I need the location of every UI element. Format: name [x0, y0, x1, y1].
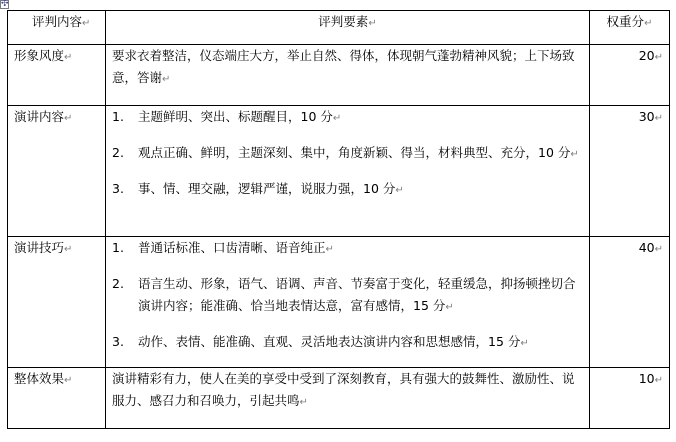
- paragraph-mark: ↵: [644, 18, 653, 29]
- paragraph-mark: ↵: [299, 397, 308, 408]
- list-item: 1. 主题鲜明、突出、标题醒目，10 分↵: [112, 109, 342, 124]
- criteria-list: [112, 237, 583, 355]
- list-item: 2. 语言生动、形象，语气、语调、声音、节奏富于变化，轻重缓急，抑扬顿挫切合演讲内容；能准确、恰当地表情达意，富有感情，15 分↵: [112, 276, 576, 313]
- paragraph-mark: ↵: [64, 113, 73, 124]
- criteria-list: [112, 106, 583, 202]
- row-weight: 10↵: [590, 368, 670, 429]
- paragraph-mark: ↵: [64, 52, 73, 63]
- paragraph-mark: ↵: [368, 18, 377, 29]
- row-weight: 40↵: [590, 237, 670, 368]
- row-weight: 20↵: [590, 45, 670, 106]
- row-category: 整体效果↵: [8, 368, 106, 429]
- paragraph-mark: ↵: [520, 338, 529, 349]
- paragraph-mark: ↵: [654, 52, 663, 63]
- header-row: [8, 11, 670, 45]
- row-category: 演讲技巧↵: [8, 237, 106, 368]
- header-content: 评判内容↵: [8, 11, 106, 45]
- paragraph-mark: ↵: [654, 113, 663, 124]
- header-weight: 权重分↵: [590, 11, 670, 45]
- paragraph-mark: ↵: [162, 74, 171, 85]
- row-criteria: 要求衣着整洁，仪态端庄大方，举止自然、得体，体现朝气蓬勃精神风貌；上下场致意，答谢↵: [106, 45, 590, 106]
- table-row: [8, 368, 670, 429]
- table-row: [8, 106, 670, 237]
- row-criteria: [106, 106, 590, 237]
- paragraph-mark: ↵: [332, 113, 342, 124]
- list-item: 3. 动作、表情、能准确、直观、灵活地表达演讲内容和思想感情，15 分↵: [112, 334, 529, 349]
- paragraph-mark: ↵: [64, 375, 73, 386]
- paragraph-mark: ↵: [654, 375, 663, 386]
- paragraph-mark: ↵: [82, 18, 91, 29]
- row-criteria: [106, 237, 590, 368]
- table-row: [8, 237, 670, 368]
- paragraph-mark: ↵: [445, 302, 454, 313]
- paragraph-mark: ↵: [570, 149, 579, 160]
- header-criteria: 评判要素↵: [106, 11, 590, 45]
- row-category: 演讲内容↵: [8, 106, 106, 237]
- row-category: 形象风度↵: [8, 45, 106, 106]
- table-move-handle[interactable]: [0, 0, 9, 9]
- list-item: 3. 事、情、理交融，逻辑严谨，说服力强，10 分↵: [112, 181, 404, 196]
- list-item: 1. 普通话标准、口齿清晰、语音纯正↵: [112, 240, 334, 255]
- list-item: 2. 观点正确、鲜明，主题深刻、集中，角度新颖、得当，材料典型、充分，10 分↵: [112, 145, 579, 160]
- scoring-table: [7, 10, 670, 429]
- table-row: [8, 45, 670, 106]
- paragraph-mark: ↵: [64, 244, 73, 255]
- paragraph-mark: ↵: [395, 185, 404, 196]
- paragraph-mark: ↵: [654, 244, 663, 255]
- row-weight: 30↵: [590, 106, 670, 237]
- row-criteria: 演讲精彩有力，使人在美的享受中受到了深刻教育，具有强大的鼓舞性、激励性、说服力、感召力和召唤力，引起共鸣↵: [106, 368, 590, 429]
- paragraph-mark: ↵: [325, 244, 334, 255]
